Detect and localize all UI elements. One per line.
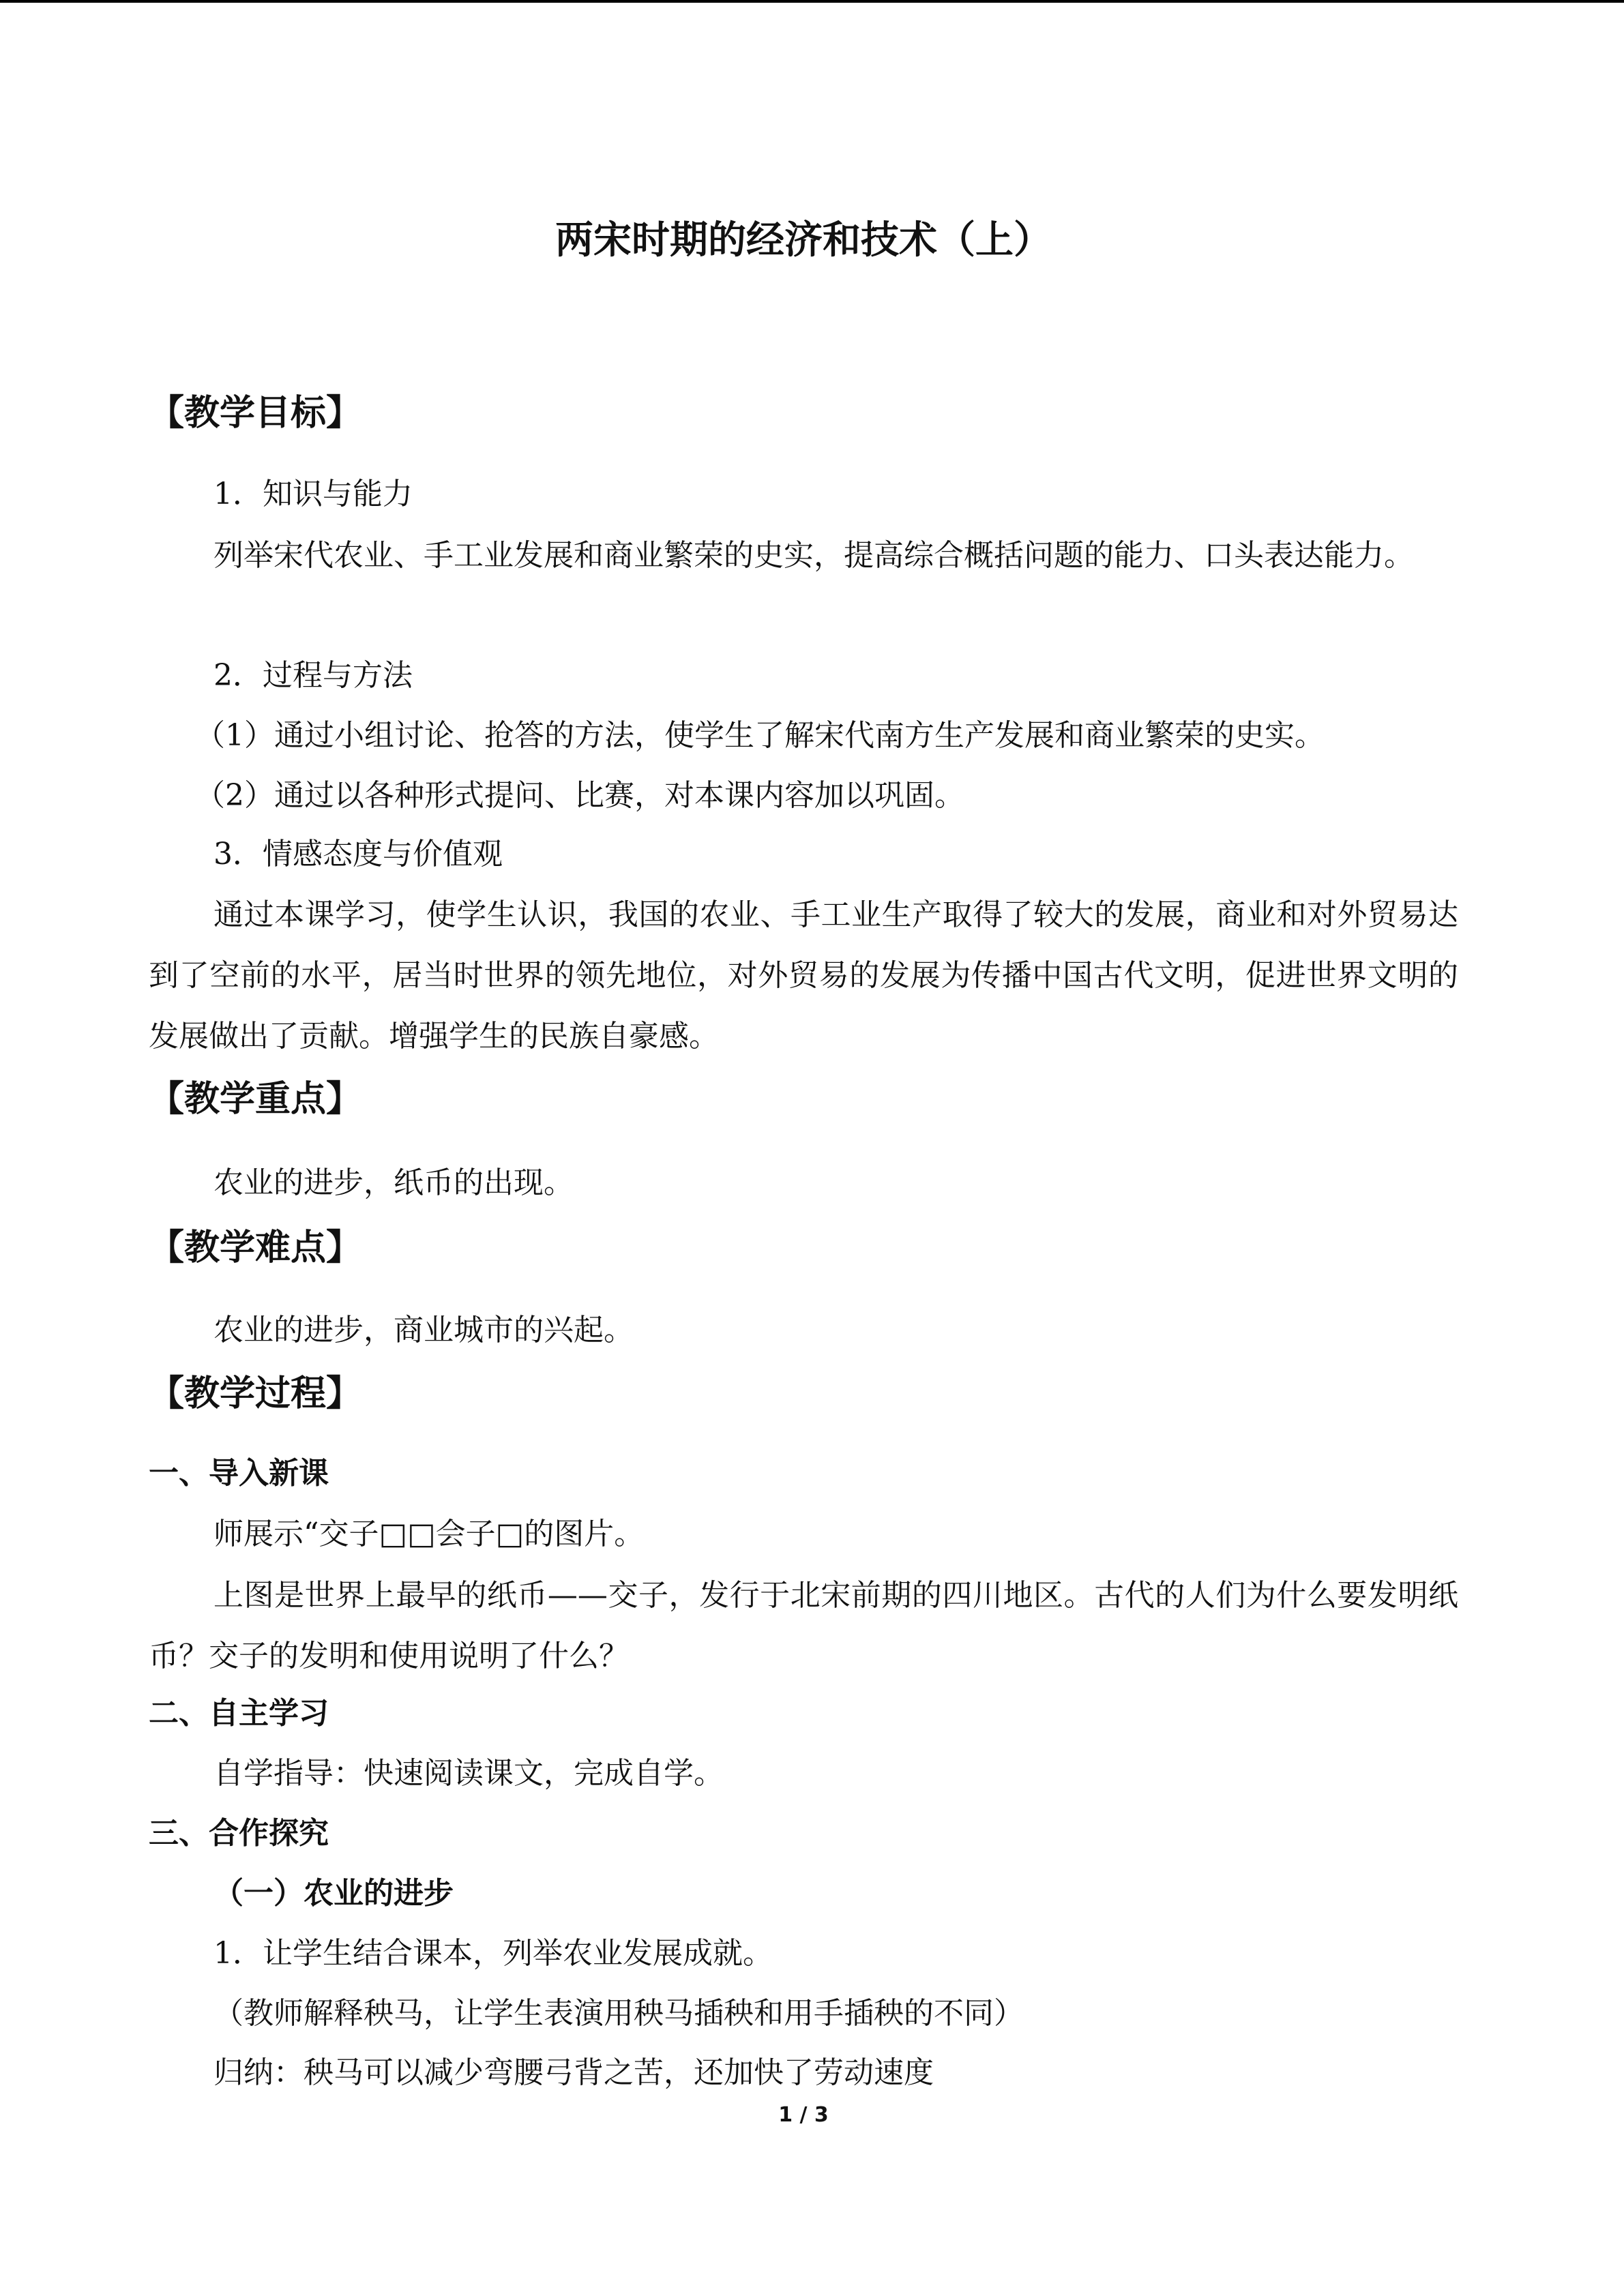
objective-2-heading: 2．过程与方法 — [213, 658, 413, 693]
process-part-3-sub-1-heading: （一）农业的进步 — [213, 1876, 454, 1911]
objective-2-point-2: （2）通过以各种形式提问、比赛，对本课内容加以巩固。 — [195, 778, 964, 813]
objective-1-heading: 1．知识与能力 — [213, 477, 413, 511]
page-number: 1 / 3 — [778, 2103, 829, 2127]
document-page — [149, 0, 1458, 2296]
process-part-3-sub-1-line-1: 1．让学生结合课本，列举农业发展成就。 — [213, 1936, 773, 1971]
document-title: 两宋时期的经济和技术（上） — [555, 218, 1052, 263]
process-part-2-heading: 二、自主学习 — [149, 1696, 329, 1731]
objective-2-point-1: （1）通过小组讨论、抢答的方法，使学生了解宋代南方生产发展和商业繁荣的史实。 — [195, 718, 1325, 753]
process-part-3-sub-1-line-2: （教师解释秧马，让学生表演用秧马插秧和用手插秧的不同） — [213, 1996, 1024, 2031]
process-part-2-line-1: 自学指导：快速阅读课文，完成自学。 — [213, 1756, 724, 1791]
objective-3-heading: 3．情感态度与价值观 — [213, 837, 503, 871]
process-heading: 【教学过程】 — [149, 1373, 362, 1414]
process-part-1-paragraph: 上图是世界上最早的纸币——交子，发行于北宋前期的四川地区。古代的人们为什么要发明纸币？交子的发明和使用说明了什么？ — [149, 1578, 1458, 1673]
difficulties-text: 农业的进步，商业城市的兴起。 — [213, 1313, 634, 1347]
objective-3-text: 通过本课学习，使学生认识，我国的农业、手工业生产取得了较大的发展，商业和对外贸易达到了空前的水平，居当时世界的领先地位，对外贸易的发展为传播中国古代文明，促进世界文明的发展做出了贡献。增强学生的民族自豪感。 — [149, 897, 1458, 1054]
objectives-heading: 【教学目标】 — [149, 393, 362, 434]
process-part-1-heading: 一、导入新课 — [149, 1456, 329, 1491]
key-points-text: 农业的进步，纸币的出现。 — [213, 1165, 574, 1200]
difficulties-heading: 【教学难点】 — [149, 1227, 362, 1268]
process-part-1-line-1: 师展示“交子□□会子□的图片。 — [213, 1517, 645, 1551]
process-part-3-heading: 三、合作探究 — [149, 1816, 329, 1851]
key-points-heading: 【教学重点】 — [149, 1079, 362, 1120]
process-part-3-sub-1-line-3: 归纳：秧马可以减少弯腰弓背之苦，还加快了劳动速度 — [213, 2055, 934, 2090]
objective-1-text: 列举宋代农业、手工业发展和商业繁荣的史实，提高综合概括问题的能力、口头表达能力。 — [213, 538, 1414, 573]
